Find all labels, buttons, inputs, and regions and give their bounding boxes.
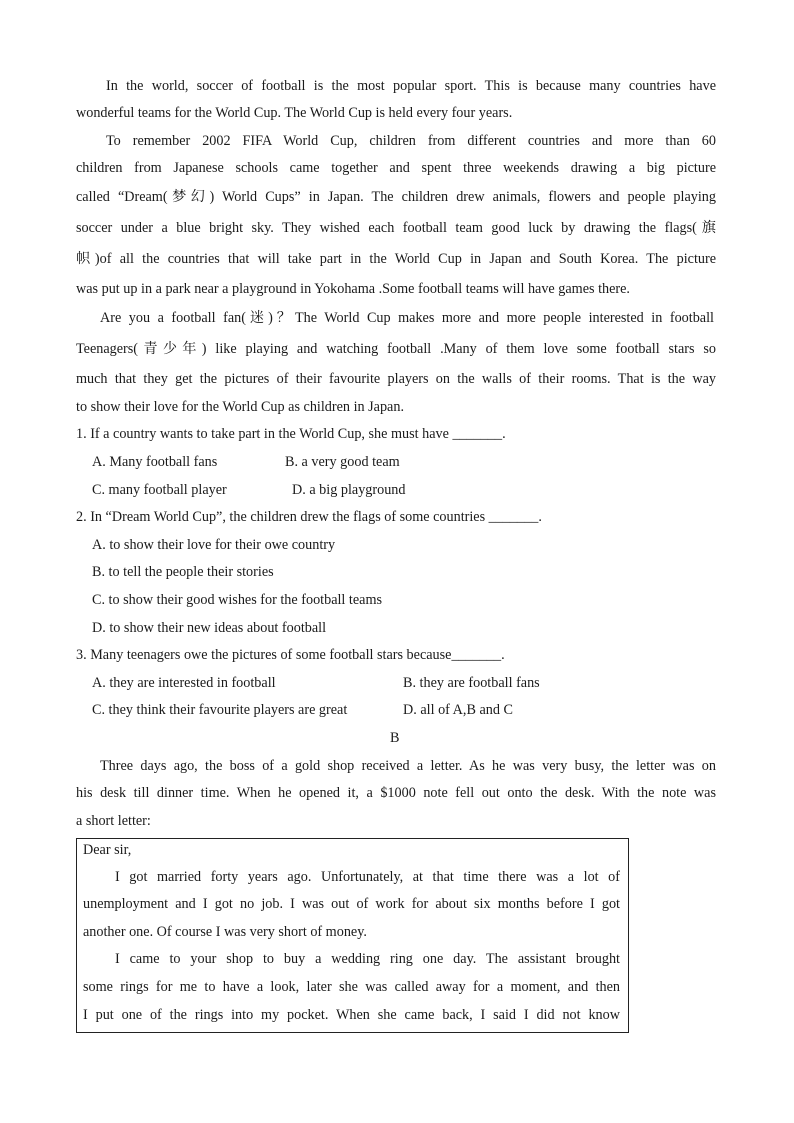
letter-greeting: Dear sir, bbox=[83, 842, 132, 858]
passage-a-p2-line-4: soccer under a blue bright sky. They wished each football team good luck by drawing the flags(旗 bbox=[76, 220, 716, 236]
section-b-intro-line-2: his desk till dinner time. When he opened it, a $1000 note fell out onto the desk. With the note was bbox=[76, 785, 716, 801]
letter-p2-line-3: I put one of the rings into my pocket. When she came back, I said I did not know bbox=[83, 1007, 620, 1023]
passage-a-p1-line-2: wonderful teams for the World Cup. The World Cup is held every four years. bbox=[76, 105, 513, 121]
question-2-option-c: C. to show their good wishes for the football teams bbox=[92, 592, 383, 608]
question-2-option-b: B. to tell the people their stories bbox=[92, 564, 274, 580]
passage-a-p2-line-1: To remember 2002 FIFA World Cup, children from different countries and more than 60 bbox=[106, 133, 716, 149]
passage-a-p3-line-1: Are you a football fan(迷)？The World Cup makes more and more people interested in football bbox=[100, 310, 714, 326]
question-1-option-d: D. a big playground bbox=[292, 482, 406, 498]
question-3-option-b: B. they are football fans bbox=[403, 675, 540, 691]
letter-p2-line-1: I came to your shop to buy a wedding ring one day. The assistant brought bbox=[115, 951, 620, 967]
question-1-option-b: B. a very good team bbox=[285, 454, 400, 470]
passage-a-p3-line-3: much that they get the pictures of their favourite players on the walls of their rooms. That is the way bbox=[76, 371, 716, 387]
question-2-option-d: D. to show their new ideas about football bbox=[92, 620, 327, 636]
section-b-heading: B bbox=[390, 730, 400, 746]
passage-a-p2-line-5: 帜)of all the countries that will take part in the World Cup in Japan and South Korea. The picture bbox=[76, 251, 716, 267]
passage-a-p1-line-1: In the world, soccer of football is the most popular sport. This is because many countries have bbox=[106, 78, 716, 94]
section-b-intro-line-1: Three days ago, the boss of a gold shop received a letter. As he was very busy, the letter was on bbox=[100, 758, 716, 774]
letter-p2-line-2: some rings for me to have a look, later she was called away for a moment, and then bbox=[83, 979, 620, 995]
passage-a-p2-line-3: called “Dream(梦幻) World Cups” in Japan. The children drew animals, flowers and people playing bbox=[76, 189, 716, 205]
question-2-stem: 2. In “Dream World Cup”, the children drew the flags of some countries _______. bbox=[76, 509, 542, 525]
passage-a-p2-line-6: was put up in a park near a playground in Yokohama .Some football teams will have games there. bbox=[76, 281, 630, 297]
section-b-intro-line-3: a short letter: bbox=[76, 813, 151, 829]
passage-a-p2-line-2: children from Japanese schools came together and spent three weekends drawing a big picture bbox=[76, 160, 716, 176]
question-2-option-a: A. to show their love for their owe country bbox=[92, 537, 336, 553]
question-3-stem: 3. Many teenagers owe the pictures of some football stars because_______. bbox=[76, 647, 505, 663]
question-3-option-c: C. they think their favourite players are great bbox=[92, 702, 348, 718]
letter-p1-line-3: another one. Of course I was very short of money. bbox=[83, 924, 367, 940]
passage-a-p3-line-4: to show their love for the World Cup as children in Japan. bbox=[76, 399, 404, 415]
question-1-option-a: A. Many football fans bbox=[92, 454, 218, 470]
question-3-option-a: A. they are interested in football bbox=[92, 675, 276, 691]
question-1-stem: 1. If a country wants to take part in the World Cup, she must have _______. bbox=[76, 426, 506, 442]
question-3-option-d: D. all of A,B and C bbox=[403, 702, 513, 718]
question-1-option-c: C. many football player bbox=[92, 482, 227, 498]
letter-p1-line-1: I got married forty years ago. Unfortunately, at that time there was a lot of bbox=[115, 869, 620, 885]
passage-a-p3-line-2: Teenagers(青少年) like playing and watching football .Many of them love some football stars so bbox=[76, 341, 716, 357]
letter-p1-line-2: unemployment and I got no job. I was out of work for about six months before I got bbox=[83, 896, 620, 912]
